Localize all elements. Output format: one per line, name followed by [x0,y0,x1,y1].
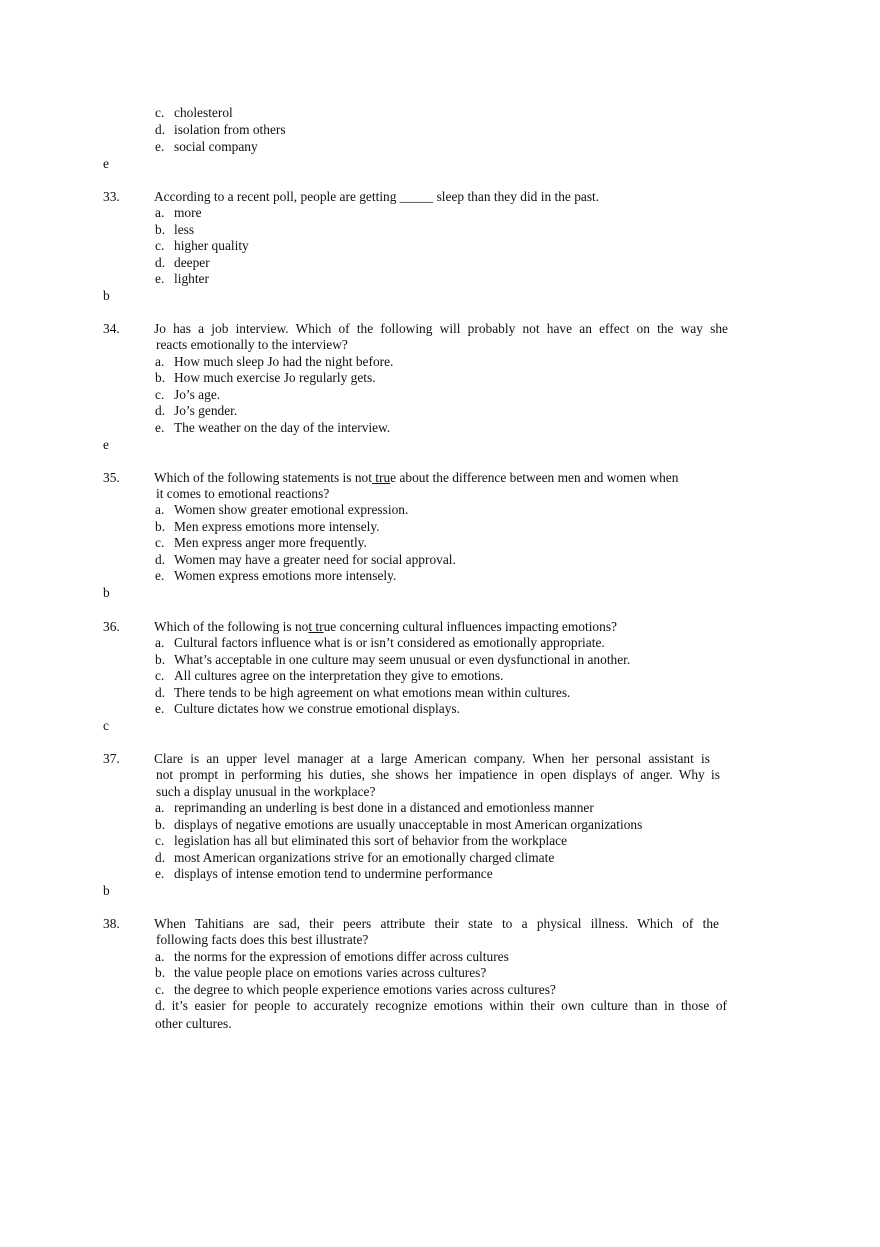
option-c: c. legislation has all but eliminated this sort of behavior from the workplace [155,833,568,848]
option-a: a. more [155,205,202,220]
answer-key: c [103,718,109,733]
option-e: e. Women express emotions more intensely. [155,568,397,583]
question-text-cont: following facts does this best illustrate? [156,932,369,947]
option-c: c. cholesterol [155,105,233,120]
option-d: d. There tends to be high agreement on what emotions mean within cultures. [155,685,571,700]
question-number: 33. [103,189,120,204]
option-e: e. lighter [155,271,209,286]
option-d: d. it’s easier for people to accurately recognize emotions within their own culture than in those of [155,998,727,1013]
option-d: d. deeper [155,255,210,270]
option-c: c. the degree to which people experience emotions varies across cultures? [155,982,556,997]
question-text: Which of the following statements is not true about the difference between men and women when [154,470,679,485]
option-b: b. less [155,222,195,237]
option-a: a. How much sleep Jo had the night before. [155,354,394,369]
question-text: When Tahitians are sad, their peers attribute their state to a physical illness. Which of the [154,916,719,931]
question-number: 36. [103,619,120,634]
question-text: Clare is an upper level manager at a large American company. When her personal assistant is [154,751,710,766]
option-e: e. social company [155,139,258,154]
option-b: b. Men express emotions more intensely. [155,519,380,534]
answer-key: e [103,437,109,452]
question-text-cont: such a display unusual in the workplace? [156,784,376,799]
answer-key: e [103,156,109,171]
option-d-cont: other cultures. [155,1016,232,1031]
option-a: a. the norms for the expression of emotions differ across cultures [155,949,509,964]
question-number: 34. [103,321,120,336]
question-text-cont: not prompt in performing his duties, she shows her impatience in open displays of anger. Why is [156,767,720,782]
question-text-cont: it comes to emotional reactions? [156,486,330,501]
question-text: Jo has a job interview. Which of the following will probably not have an effect on the way she [154,321,728,336]
option-c: c. Jo’s age. [155,387,221,402]
option-c: c. higher quality [155,238,249,253]
question-text: Which of the following is not true concerning cultural influences impacting emotions? [154,619,617,634]
option-d: d. isolation from others [155,122,286,137]
answer-key: b [103,883,110,898]
question-number: 38. [103,916,120,931]
option-b: b. How much exercise Jo regularly gets. [155,370,376,385]
option-e: e. displays of intense emotion tend to undermine performance [155,866,493,881]
option-c: c. Men express anger more frequently. [155,535,367,550]
option-d: d. Jo’s gender. [155,403,238,418]
option-a: a. Women show greater emotional expression. [155,502,409,517]
option-b: b. displays of negative emotions are usually unacceptable in most American organizations [155,817,643,832]
question-number: 37. [103,751,120,766]
option-c: c. All cultures agree on the interpretation they give to emotions. [155,668,504,683]
option-a: a. reprimanding an underling is best done in a distanced and emotionless manner [155,800,594,815]
option-b: b. the value people place on emotions varies across cultures? [155,965,487,980]
option-e: e. The weather on the day of the interview. [155,420,391,435]
question-text: According to a recent poll, people are getting _____ sleep than they did in the past. [154,189,600,204]
answer-key: b [103,585,110,600]
option-e: e. Culture dictates how we construe emotional displays. [155,701,460,716]
question-number: 35. [103,470,120,485]
option-d: d. Women may have a greater need for social approval. [155,552,456,567]
option-a: a. Cultural factors influence what is or isn’t considered as emotionally appropriate. [155,635,605,650]
answer-key: b [103,288,110,303]
option-d: d. most American organizations strive for an emotionally charged climate [155,850,555,865]
question-text-cont: reacts emotionally to the interview? [156,337,348,352]
option-b: b. What’s acceptable in one culture may seem unusual or even dysfunctional in another. [155,652,631,667]
